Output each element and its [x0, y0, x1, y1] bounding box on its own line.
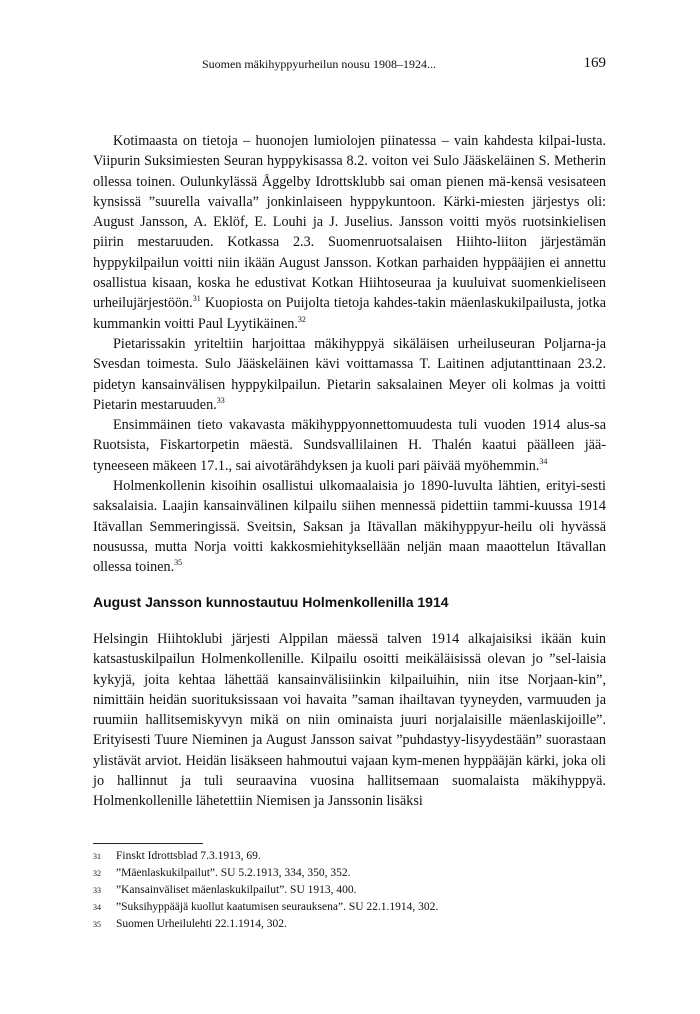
footnote [93, 916, 606, 933]
body-text [93, 131, 606, 578]
footnote [93, 848, 606, 865]
footnote [93, 865, 606, 882]
footnote-ref: 35 [174, 558, 183, 568]
footnote [93, 882, 606, 899]
paragraph-text: Ensimmäinen tieto vakavasta mäkihyppyonnettomuudesta tuli vuoden 1914 alus-sa Ruotsista, Fiskartorpetin mäestä. Sundsvallilainen H. Thalén kaatui päälleen jää-tyneeseen mäkeen 17.1., sai aivotärähdyksen ja kuoli pari päivää myöhemmin. [93, 417, 606, 474]
page-number: 169 [583, 55, 606, 71]
paragraph [93, 131, 606, 334]
footnote-divider [93, 843, 203, 844]
page-header [92, 55, 606, 73]
paragraph [93, 476, 606, 577]
section-body: Helsingin Hiihtoklubi järjesti Alppilan mäessä talven 1914 alkajaisiksi ikään kuin katsastuskilpailun Holmenkollenille. Kilpailu osoitti meikäläisissä olevan jo ”sel-laisia kykyjä, joita kehtaa lähettää kansainvälisiinkin kilpailuihin, niin itse Norjaan-kin”, nimittäin heidän suorituksissaan voi havaita ”saman ihailtavan tyyneyden, varmuuden ja ruumiin hallitsemiskyvyn mikä on niin ominaista juuri norjalaisille mäenlaskijoille”. Erityisesti Tuure Nieminen ja August Jansson saivat ”puhdastyy-lisyydestään” suorastaan ylistävät arviot. Heidän lisäkseen hahmoutui vajaan kym-menen hyppääjän kärki, joka oli jo hallinnut ja tuli seuraavina vuosina hallitsemaan suomalaista mäkihyppyä. Holmenkollenille lähetettiin Niemisen ja Janssonin lisäksi [93, 631, 606, 810]
footnote-ref: 31 [192, 294, 201, 304]
footnote-number: 34 [93, 903, 101, 912]
footnote-number: 33 [93, 886, 101, 895]
running-title: Suomen mäkihyppyurheilun nousu 1908–1924... [202, 57, 436, 71]
footnote-ref: 34 [539, 456, 548, 466]
footnote-text: ”Kansainväliset mäenlaskukilpailut”. SU 1913, 400. [116, 884, 357, 896]
paragraph [93, 334, 606, 415]
footnote-text: Suomen Urheilulehti 22.1.1914, 302. [116, 918, 287, 930]
footnote-text: ”Suksihyppääjä kuollut kaatumisen seurauksena”. SU 22.1.1914, 302. [116, 901, 439, 913]
paragraph-text: Pietarissakin yriteltiin harjoittaa mäkihyppyä sikäläisen urheiluseuran Poljarna-ja Svesdan toimesta. Sulo Jääskeläinen kävi voittamassa T. Laitinen adjutanttinaan 23.2. pidetyn kansainvälisen hyppykilpailun. Pietarin saksalainen Meyer oli kolmas ja voitti Pietarin mestaruuden. [93, 335, 606, 413]
footnote-ref: 33 [216, 395, 225, 405]
paragraph-text: Holmenkollenin kisoihin osallistui ulkomaalaisia jo 1890-luvulta lähtien, erityi-sesti saksalaisia. Laajin kansainvälinen kilpailu siihen mennessä pidettiin tammi-kuussa 1914 Itävallan Semmeringissä. Sveitsin, Saksan ja Itävallan mäkihyppyur-heilu oli hyvässä nousussa, mutta Norja voitti kakkosmiehityksellään neljän maan maaottelun Itävallan ollessa toinen. [93, 478, 606, 576]
footnote-ref: 32 [297, 314, 306, 324]
footnotes [93, 848, 606, 933]
paragraph [93, 415, 606, 476]
footnote-number: 32 [93, 869, 101, 878]
footnote-number: 35 [93, 920, 101, 929]
paragraph-text: Kuopiosta on Puijolta tietoja kahdes-takin mäenlaskukilpailusta, jotka kummankin voitti Paul Lyytikäinen. [93, 295, 606, 332]
footnote [93, 899, 606, 916]
footnote-text: Finskt Idrottsblad 7.3.1913, 69. [116, 850, 261, 862]
paragraph-text: Kotimaasta on tietoja – huonojen lumiolojen piinatessa – vain kahdesta kilpai-lusta. Viipurin Suksimiesten Seuran hyppykisassa 8.2. voiton vei Sulo Jääskeläinen S. Metherin ollessa toinen. Oulunkylässä Åggelby Idrottsklubb sai oman pienen mä-kensä vesisateen kynsissä ”suurella vaivalla” jonkinlaiseen hyppykuntoon. Kärki-miesten järjestys oli: August Jansson, A. Eklöf, E. Louhi ja J. Juselius. Jansson voitti myös ruotsinkielisen piirin mestaruuden. Kotkassa 2.3. Suomenruotsalaisen Hiihto-liiton järjestämän hyppykilpailun voitti niin ikään August Jansson. Kotkan parhaiden hyppääjien ei annettu osallistua kisaan, koska he edustivat Kotkan Hiihtoseuraa ja kuuluivat suomenkieliseen urheilujärjestöön. [93, 133, 606, 312]
section-heading: August Jansson kunnostautuu Holmenkollenilla 1914 [93, 594, 449, 610]
footnote-number: 31 [93, 852, 101, 861]
footnote-text: ”Mäenlaskukilpailut”. SU 5.2.1913, 334, 350, 352. [116, 867, 351, 879]
